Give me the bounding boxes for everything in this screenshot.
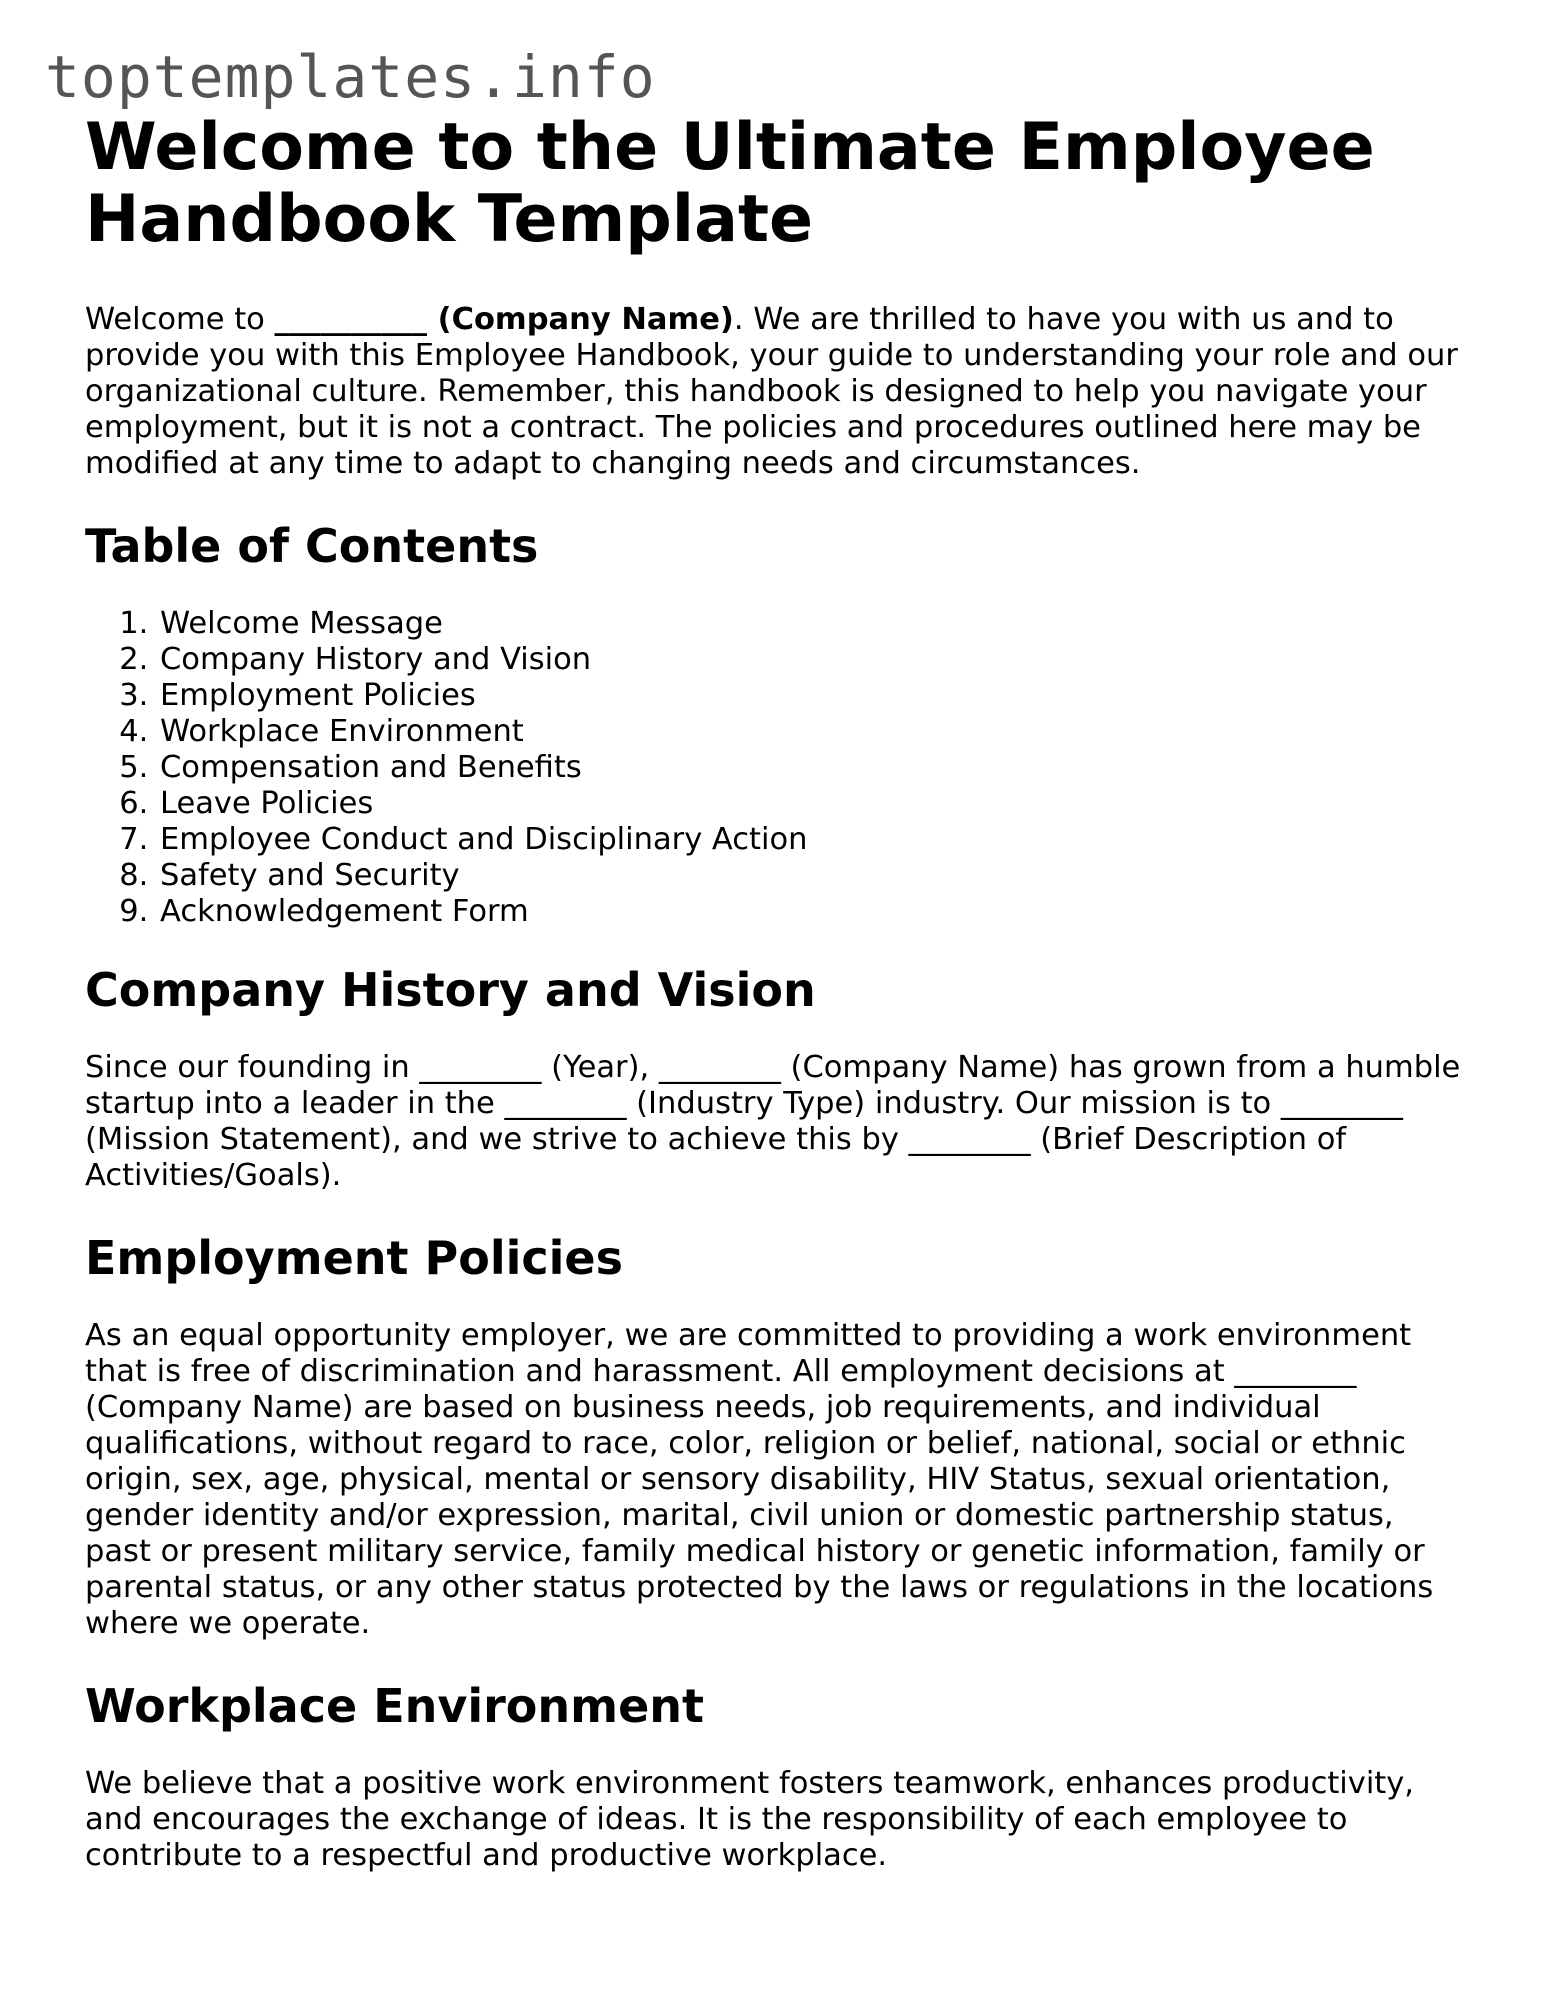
company-name-placeholder: (Company Name) [427, 302, 734, 337]
company-name-blank: __________ [274, 302, 428, 337]
watermark: toptemplates.info [45, 43, 656, 111]
toc-item: 8. Safety and Security [158, 858, 1465, 894]
intro-rest: . We are thrilled to have you with us and to provide you with this Employee Handbook, your guide to understanding your role and our organizational culture. Remember, this handbook is designed to help you navigate your employment, but it is not a contract. The policies and procedures outlined here may be modified at any time to adapt to changing needs and circumstances. [85, 302, 1458, 481]
policies-paragraph: As an equal opportunity employer, we are committed to providing a work environment that is free of discrimination and harassment. All employment decisions at ________ (Company Name) are based on business needs, job requirements, and individual qualifications, without regard to race, color, religion or belief, national, social or ethnic origin, sex, age, physical, mental or sensory disability, HIV Status, sexual orientation, gender identity and/or expression, marital, civil union or domestic partnership status, past or present military service, family medical history or genetic information, family or parental status, or any other status protected by the laws or regulations in the locations where we operate. [85, 1318, 1434, 1641]
toc-item: 7. Employee Conduct and Disciplinary Action [158, 822, 1465, 858]
toc-item: 1. Welcome Message [158, 606, 1465, 642]
history-heading: Company History and Vision [85, 963, 816, 1017]
intro-prefix: Welcome to [85, 302, 275, 337]
policies-heading: Employment Policies [85, 1231, 623, 1285]
toc-item: 2. Company History and Vision [158, 642, 1465, 678]
history-paragraph: Since our founding in ________ (Year), ________ (Company Name) has grown from a humble startup into a leader in the ________ (Industry Type) industry. Our mission is to ________ (Mission Statement), and we strive to achieve this by ________ (Brief Description of Activities/Goals). [85, 1050, 1461, 1193]
toc-item: 6. Leave Policies [158, 786, 1465, 822]
table-of-contents [85, 606, 1465, 930]
toc-item: 4. Workplace Environment [158, 714, 1465, 750]
toc-heading: Table of Contents [85, 519, 539, 573]
page-title: Welcome to the Ultimate Employee Handbook Template [85, 110, 1375, 257]
toc-item: 5. Compensation and Benefits [158, 750, 1465, 786]
toc-item: 3. Employment Policies [158, 678, 1465, 714]
intro-paragraph [85, 302, 1465, 482]
document-page [85, 112, 1465, 1910]
toc-item: 9. Acknowledgement Form [158, 894, 1465, 930]
workplace-heading: Workplace Environment [85, 1679, 705, 1733]
workplace-paragraph: We believe that a positive work environment fosters teamwork, enhances productivity, and encourages the exchange of ideas. It is the responsibility of each employee to contribute to a respectful and productive workplace. [85, 1766, 1414, 1873]
